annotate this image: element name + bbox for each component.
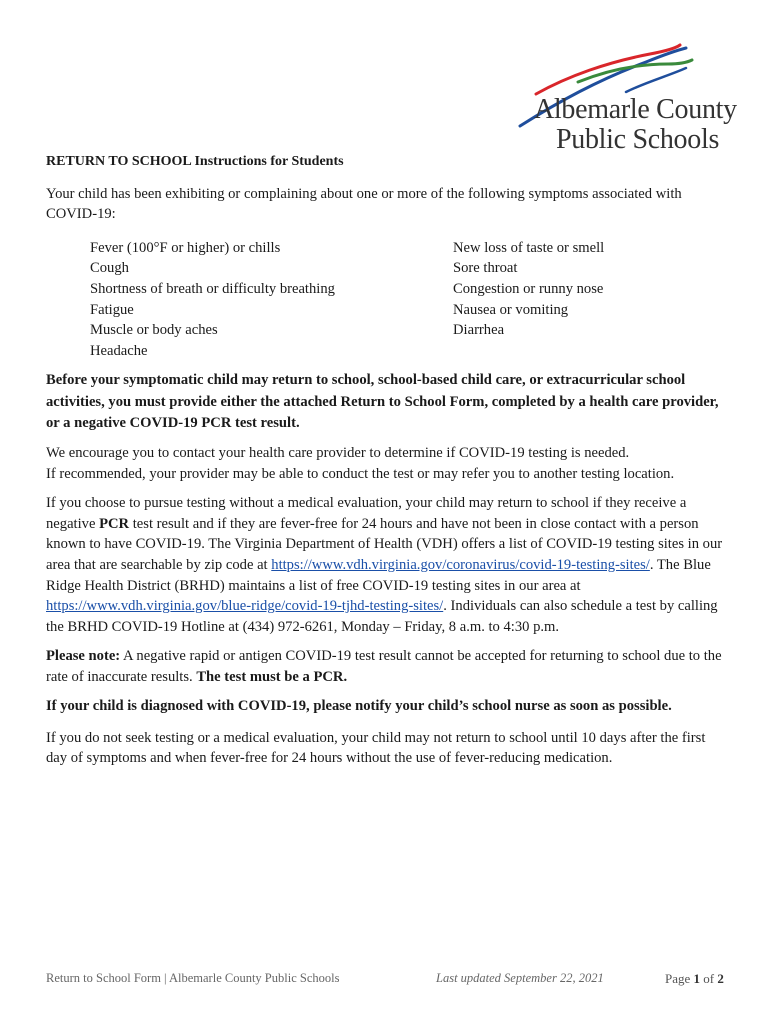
list-item: Nausea or vomiting bbox=[453, 301, 569, 318]
testing-text-3: . The Blue Ridge Health District (BRHD) maintains a list of free COVID-19 testing sites in our area at bbox=[46, 556, 711, 594]
pcr-emphasis: PCR bbox=[99, 515, 130, 532]
note-label: Please note: bbox=[46, 648, 121, 665]
testing-text-1: If you choose to pursue testing without a medical evaluation, your child may return to school if they receive a negative bbox=[46, 495, 687, 532]
page-label: Page bbox=[665, 971, 694, 986]
school-logo bbox=[518, 42, 737, 155]
note-emphasis: The test must be a PCR. bbox=[196, 668, 348, 685]
list-item: Fatigue bbox=[90, 301, 134, 318]
footer-last-updated: Last updated September 22, 2021 bbox=[436, 971, 604, 985]
document-body bbox=[46, 152, 730, 778]
brhd-testing-sites-link[interactable]: https://www.vdh.virginia.gov/blue-ridge/covid-19-tjhd-testing-sites/ bbox=[46, 598, 444, 615]
list-item: Headache bbox=[90, 342, 148, 359]
encourage-line-2: If recommended, your provider may be able to conduct the test or may refer you to another testing location. bbox=[46, 465, 675, 482]
symptom-list bbox=[90, 238, 730, 362]
page-current: 1 bbox=[693, 971, 701, 986]
vdh-testing-sites-link[interactable]: https://www.vdh.virginia.gov/coronavirus/covid-19-testing-sites/ bbox=[271, 556, 650, 573]
footer-form-title: Return to School Form | Albemarle County Public Schools bbox=[46, 971, 340, 985]
encourage-paragraph bbox=[46, 443, 730, 484]
page-total: 2 bbox=[717, 971, 724, 986]
list-item: Fever (100°F or higher) or chills bbox=[90, 239, 281, 256]
symptom-column-right bbox=[453, 238, 604, 362]
encourage-line-1: We encourage you to contact your health care provider to determine if COVID-19 testing is needed. bbox=[46, 444, 630, 461]
note-paragraph bbox=[46, 646, 730, 687]
symptom-column-left bbox=[90, 238, 453, 362]
logo-line-2: Public Schools bbox=[556, 124, 720, 155]
testing-paragraph bbox=[46, 493, 730, 637]
testing-text-2: test result and if they are fever-free for 24 hours and have not been in close contact with a person known to have COVID-19. The Virginia Department of Health (VDH) offers a list of COVID-19 testing sites in our area that are searchable by zip code at bbox=[46, 515, 723, 573]
logo-line-1: Albemarle County bbox=[534, 94, 737, 125]
list-item: Muscle or body aches bbox=[90, 322, 218, 339]
list-item: Shortness of breath or difficulty breathing bbox=[90, 280, 335, 297]
requirement-paragraph: Before your symptomatic child may return to school, school-based child care, or extracurricular school activities, you must provide either the attached Return to School Form, completed by a health care provider, or a negative COVID-19 PCR test result. bbox=[46, 372, 719, 431]
diagnosed-paragraph: If your child is diagnosed with COVID-19, please notify your child’s school nurse as soon as possible. bbox=[46, 698, 672, 715]
footer-page-number bbox=[665, 971, 724, 987]
list-item: Cough bbox=[90, 260, 129, 277]
no-testing-paragraph: If you do not seek testing or a medical evaluation, your child may not return to school until 10 days after the first day of symptoms and when fever-free for 24 hours without the use of fever-reducing medication. bbox=[46, 729, 706, 767]
intro-paragraph: Your child has been exhibiting or complaining about one or more of the following symptoms associated with COVID-19: bbox=[46, 185, 682, 223]
page-of: of bbox=[700, 971, 718, 986]
testing-text-4: . Individuals can also schedule a test by calling the BRHD COVID-19 Hotline at (434) 972-6261, Monday – Friday, 8 a.m. to 4:30 p.m. bbox=[46, 598, 718, 635]
list-item: Sore throat bbox=[453, 260, 518, 277]
page-title: RETURN TO SCHOOL Instructions for Students bbox=[46, 154, 344, 169]
list-item: Congestion or runny nose bbox=[453, 280, 604, 297]
list-item: New loss of taste or smell bbox=[453, 239, 605, 256]
note-text: A negative rapid or antigen COVID-19 test result cannot be accepted for returning to school due to the rate of inaccurate results. bbox=[46, 648, 722, 685]
list-item: Diarrhea bbox=[453, 322, 505, 339]
